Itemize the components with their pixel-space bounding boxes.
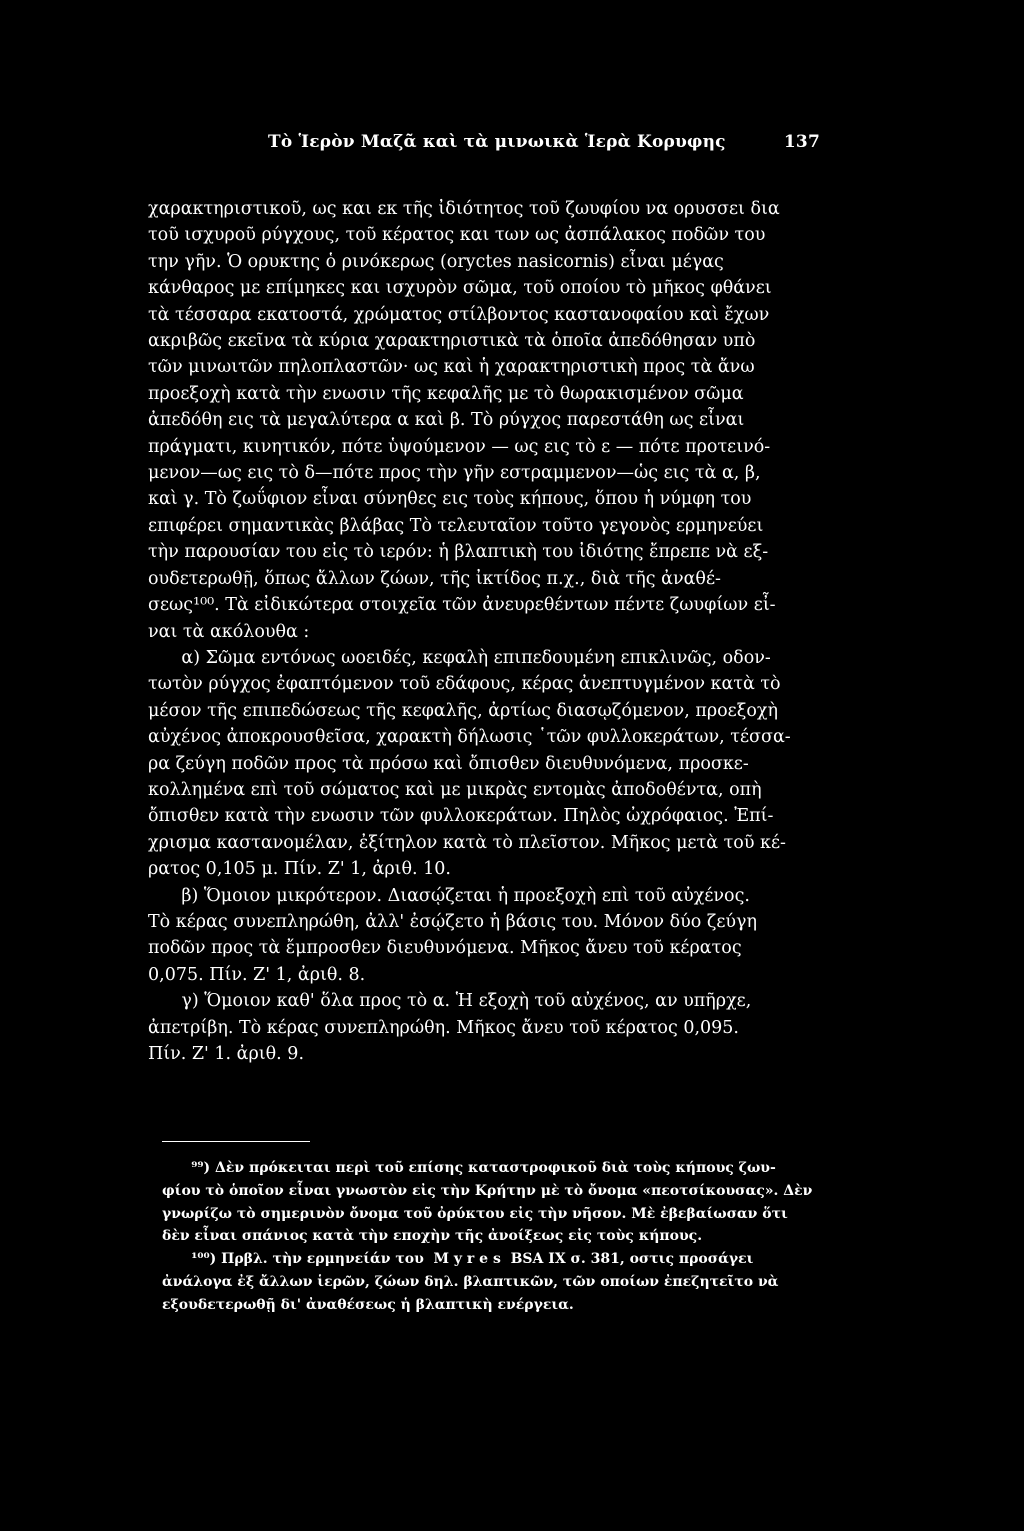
footnote-rule (162, 1141, 310, 1142)
text-line: την γῆν. Ὁ ορυκτης ὁ ρινόκερως (oryctes nasicornis) εἶναι μέγας (148, 251, 724, 272)
text-line: τοῦ ισχυροῦ ρύγχους, τοῦ κέρατος και των ως ἀσπάλακος ποδῶν του (148, 225, 766, 246)
text-line: μέσον τῆς επιπεδώσεως τῆς κεφαλῆς, ἀρτίως διασῳζόμενον, προεξοχὴ (148, 700, 778, 721)
footnote-line: φίου τὸ ὁποῖον εἶναι γνωστὸν εἰς τὴν Κρήτην μὲ τὸ ὄνομα «πεοτσίκουσας». Δὲν (162, 1182, 813, 1199)
text-line: β) Ὅμοιον μικρότερον. Διασῴζεται ἡ προεξοχὴ επὶ τοῦ αὐχένος. (148, 885, 750, 906)
text-line: ὄπισθεν κατὰ τὴν ενωσιν τῶν φυλλοκεράτων. Πηλὸς ὠχρόφαιος. Ἐπί- (148, 806, 774, 827)
running-title: Τὸ Ἱερὸν Μαζᾶ καὶ τὰ μινωικὰ Ἱερὰ Κορυφης (268, 132, 726, 152)
text-line: προεξοχὴ κατὰ τὴν ενωσιν τῆς κεφαλῆς με τὸ θωρακισμένον σῶμα (148, 383, 744, 404)
text-line: χαρακτηριστικοῦ, ως και εκ τῆς ἰδιότητος τοῦ ζωυφίου να ορυσσει δια (148, 199, 780, 219)
footnote-line: εξουδετερωθῇ δι' ἀναθέσεως ἡ βλαπτικὴ ενέργεια. (162, 1296, 574, 1313)
text-line: αὐχένος ἀποκρουσθεῖσα, χαρακτὴ δήλωσις ῾τῶν φυλλοκεράτων, τέσσα- (148, 727, 791, 748)
text-line: μενον—ως εις τὸ δ—πότε προς τὴν γῆν εστραμμενον—ὡς εις τὰ α, β, (148, 463, 761, 484)
text-line: χρισμα καστανομέλαν, ἐξίτηλον κατὰ τὸ πλεῖστον. Μῆκος μετὰ τοῦ κέ- (148, 832, 786, 853)
main-text (148, 196, 812, 1067)
text-line: γ) Ὅμοιον καθ' ὅλα προς τὸ α. Ἡ εξοχὴ τοῦ αὐχένος, αν υπῆρχε, (148, 991, 752, 1012)
footnote-line: ¹⁰⁰) Πρβλ. τὴν ερμηνείάν του M y r e s BSA IX σ. 381, οστις προσάγει (162, 1251, 754, 1268)
text-line: 0,075. Πίν. Ζ' 1, ἀριθ. 8. (148, 964, 366, 985)
running-header (268, 132, 820, 152)
text-line: Πίν. Ζ' 1. ἀριθ. 9. (148, 1044, 305, 1064)
footnote-line: ἀνάλογα ἐξ ἄλλων ἱερῶν, ζώων δηλ. βλαπτικῶν, τῶν οποίων ἐπεζητεῖτο νὰ (162, 1273, 779, 1290)
footnote-line: ⁹⁹) Δὲν πρόκειται περὶ τοῦ επίσης καταστροφικοῦ διὰ τοὺς κήπους ζωυ- (162, 1160, 776, 1176)
text-line: επιφέρει σημαντικὰς βλάβας Τὸ τελευταῖον τοῦτο γεγονὸς ερμηνεύει (148, 515, 764, 536)
text-line: ακριβῶς εκεῖνα τὰ κύρια χαρακτηριστικὰ τὰ ὁποῖα ἀπεδόθησαν υπὸ (148, 331, 756, 352)
text-line: α) Σῶμα εντόνως ωοειδές, κεφαλὴ επιπεδουμένη επικλινῶς, οδον- (148, 647, 771, 668)
text-line: ἀπετρίβη. Τὸ κέρας συνεπληρώθη. Μῆκος ἄνευ τοῦ κέρατος 0,095. (148, 1017, 739, 1038)
text-line: ρατος 0,105 μ. Πίν. Ζ' 1, ἀριθ. 10. (148, 859, 451, 880)
footnotes (162, 1157, 822, 1317)
footnote-line: γνωρίζω τὸ σημερινὸν ὄνομα τοῦ ὀρύκτου εἰς τὴν νῆσον. Μὲ ἐβεβαίωσαν ὅτι (162, 1205, 788, 1222)
text-line: τῶν μινωιτῶν πηλοπλαστῶν· ως καὶ ἡ χαρακτηριστικὴ προς τὰ ἄνω (148, 357, 755, 378)
text-line: Τὸ κέρας συνεπληρώθη, ἀλλ' ἐσῴζετο ἡ βάσις του. Μόνον δύο ζεύγη (148, 911, 757, 932)
footnote-line: δὲν εἶναι σπάνιος κατὰ τὴν εποχὴν τῆς ἀνοίξεως εἰς τοὺς κήπους. (162, 1228, 703, 1245)
text-line: σεως¹⁰⁰. Τὰ εἰδικώτερα στοιχεῖα τῶν ἀνευρεθέντων πέντε ζωυφίων εἶ- (148, 595, 776, 616)
text-line: ναι τὰ ακόλουθα : (148, 621, 310, 642)
text-line: τὰ τέσσαρα εκατοστά, χρώματος στίλβοντος καστανοφαίου καὶ ἔχων (148, 304, 770, 325)
text-line: καὶ γ. Τὸ ζωΰφιον εἶναι σύνηθες εις τοὺς κήπους, ὅπου ἡ νύμφη του (148, 489, 752, 510)
text-line: τωτὸν ρύγχος ἐφαπτόμενον τοῦ εδάφους, κέρας ἀνεπτυγμένον κατὰ τὸ (148, 674, 781, 695)
text-line: ἀπεδόθη εις τὰ μεγαλύτερα α καὶ β. Τὸ ρύγχος παρεστάθη ως εἶναι (148, 410, 745, 431)
text-line: ρα ζεύγη ποδῶν προς τὰ πρόσω καὶ ὄπισθεν διευθυνόμενα, προσκε- (148, 753, 749, 774)
text-line: τὴν παρουσίαν του εἰς τὸ ιερόν: ἡ βλαπτικὴ του ἰδιότης ἔπρεπε νὰ εξ- (148, 542, 769, 563)
text-line: ουδετερωθῇ, ὅπως ἄλλων ζώων, τῆς ἰκτίδος π.χ., διὰ τῆς ἀναθέ- (148, 568, 721, 589)
text-line: κάνθαρος με επίμηκες και ισχυρὸν σῶμα, τοῦ οποίου τὸ μῆκος φθάνει (148, 278, 772, 299)
text-line: πράγματι, κινητικόν, πότε ὑψούμενον — ως εις τὸ ε — πότε προτεινό- (148, 436, 771, 457)
page-number: 137 (783, 132, 820, 152)
text-line: κολλημένα επὶ τοῦ σώματος καὶ με μικρὰς εντομὰς ἀποδοθέντα, οπὴ (148, 779, 762, 800)
text-line: ποδῶν προς τὰ ἔμπροσθεν διευθυνόμενα. Μῆκος ἄνευ τοῦ κέρατος (148, 938, 742, 959)
